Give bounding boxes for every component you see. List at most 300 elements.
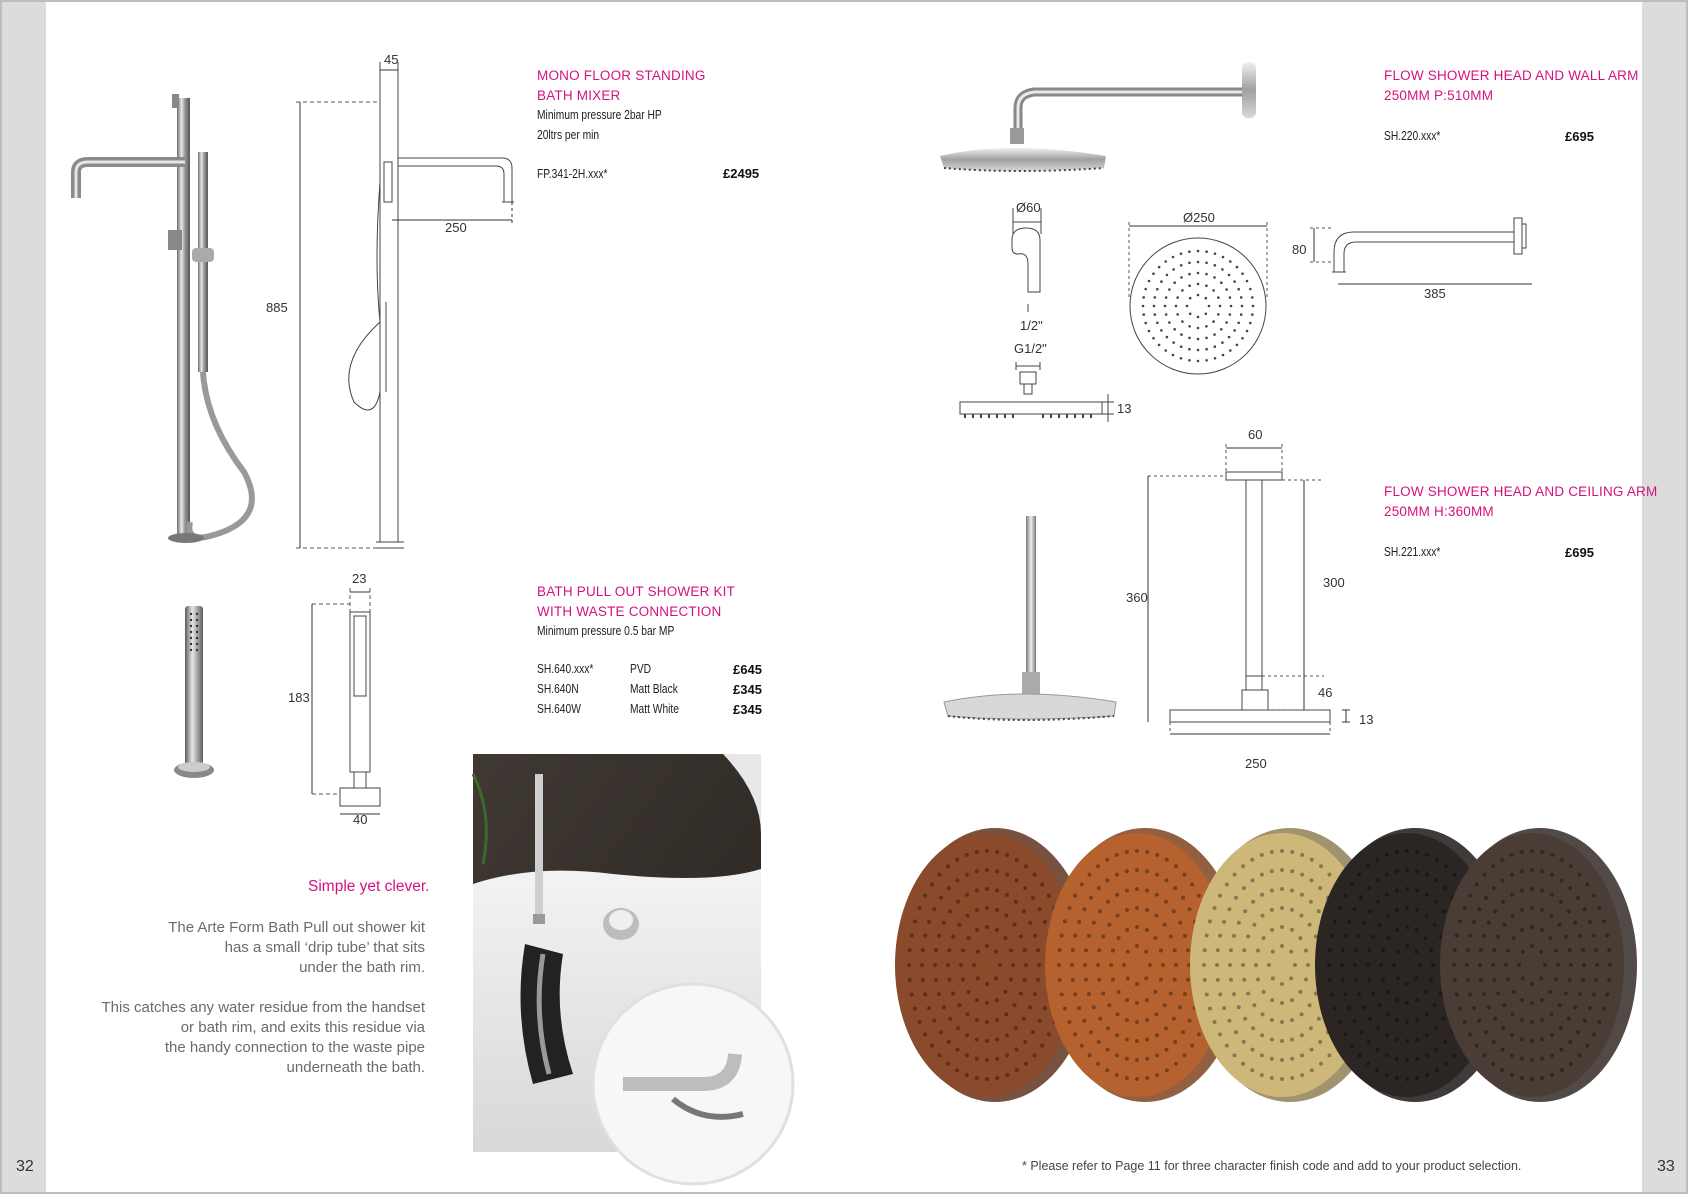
nozzle-dot (1152, 272, 1155, 275)
finish-nozzle (1395, 850, 1399, 854)
finish-nozzle (995, 869, 999, 873)
finish-nozzle (1395, 889, 1399, 893)
nozzle-dot (1197, 261, 1200, 264)
finish-nozzle (1111, 949, 1115, 953)
nozzle-dot (1246, 280, 1249, 283)
mixer-title-line2: BATH MIXER (537, 88, 621, 103)
finish-nozzle (1352, 907, 1356, 911)
finish-nozzle (995, 889, 999, 893)
nozzle-dot (1214, 252, 1217, 255)
finish-nozzle (1280, 944, 1284, 948)
ceiling-title-line2: 250MM H:360MM (1384, 504, 1494, 519)
finish-nozzle (1145, 850, 1149, 854)
finish-nozzle (1300, 1012, 1304, 1016)
finish-nozzle (975, 928, 979, 932)
finish-nozzle (1228, 963, 1232, 967)
finish-nozzle (1605, 993, 1609, 997)
finish-nozzle (956, 878, 960, 882)
finish-nozzle (1588, 1006, 1592, 1010)
finish-nozzle (921, 978, 925, 982)
finish-nozzle (1588, 920, 1592, 924)
finish-nozzle (1155, 893, 1159, 897)
finish-nozzle (985, 906, 989, 910)
finish-nozzle (1232, 934, 1236, 938)
finish-nozzle (1367, 948, 1371, 952)
finish-nozzle (1434, 900, 1438, 904)
kit-dim-top: 23 (352, 571, 367, 586)
finish-nozzle (1385, 893, 1389, 897)
finish-nozzle (1352, 1019, 1356, 1023)
finish-nozzle (1395, 908, 1399, 912)
finish-nozzle (1576, 1030, 1580, 1034)
finish-nozzle (1165, 1048, 1169, 1052)
finish-nozzle (1576, 896, 1580, 900)
finish-nozzle (1598, 1020, 1602, 1024)
finish-nozzle (965, 853, 969, 857)
nozzle-dot (1164, 260, 1167, 263)
finish-nozzle (965, 1053, 969, 1057)
finish-nozzle (1290, 1076, 1294, 1080)
finish-nozzle (939, 896, 943, 900)
finish-nozzle (1569, 864, 1573, 868)
finish-nozzle (1068, 906, 1072, 910)
finish-nozzle (1405, 1020, 1409, 1024)
finish-nozzle (1058, 978, 1062, 982)
nozzle-dot (1205, 262, 1208, 265)
nozzle-dot (1246, 330, 1249, 333)
finish-nozzle (1186, 948, 1190, 952)
finish-nozzle (1581, 948, 1585, 952)
nozzle-dot (1205, 359, 1208, 362)
nozzle-dot (1181, 289, 1184, 292)
mixer-dim-height: 885 (266, 300, 288, 315)
finish-nozzle (1558, 1003, 1562, 1007)
finish-nozzle (1510, 1033, 1514, 1037)
nozzle-dot (1180, 333, 1183, 336)
finish-nozzle (1435, 1068, 1439, 1072)
finish-nozzle (1415, 1076, 1419, 1080)
finish-nozzle (1218, 934, 1222, 938)
nozzle-dot (1205, 313, 1208, 316)
finish-nozzle (1246, 935, 1250, 939)
finish-nozzle (1539, 950, 1543, 954)
finish-nozzle (1581, 978, 1585, 982)
finish-nozzle (1033, 873, 1037, 877)
finish-nozzle (1190, 1044, 1194, 1048)
finish-nozzle (1280, 1058, 1284, 1062)
finish-nozzle (1242, 978, 1246, 982)
finish-nozzle (1300, 853, 1304, 857)
finish-nozzle (1003, 990, 1007, 994)
finish-nozzle (1560, 1068, 1564, 1072)
finish-nozzle (1392, 963, 1396, 967)
finish-nozzle (1005, 1053, 1009, 1057)
finish-nozzle (1125, 1018, 1129, 1022)
finish-nozzle (1300, 914, 1304, 918)
finish-nozzle (1310, 878, 1314, 882)
finish-nozzle (1567, 1017, 1571, 1021)
finish-nozzle (1144, 976, 1148, 980)
finish-nozzle (1520, 1018, 1524, 1022)
finish-nozzle (1358, 1053, 1362, 1057)
finish-nozzle (1300, 873, 1304, 877)
mixer-spec-pressure: Minimum pressure 2bar HP (537, 108, 662, 122)
finish-nozzle (1405, 887, 1409, 891)
finish-nozzle (1135, 1077, 1139, 1081)
finish-nozzle (1578, 873, 1582, 877)
finish-nozzle (1233, 1053, 1237, 1057)
finish-nozzle (1309, 1026, 1313, 1030)
finish-nozzle (1229, 948, 1233, 952)
finish-nozzle (1111, 978, 1115, 982)
nozzle-dot (1181, 320, 1184, 323)
finish-nozzle (1530, 982, 1534, 986)
hand-shower-icon (172, 604, 218, 784)
finish-nozzle (1310, 858, 1314, 862)
finish-nozzle (1501, 878, 1505, 882)
finish-nozzle (1188, 907, 1192, 911)
nozzle-dot (1164, 305, 1167, 308)
finish-nozzle (1243, 1017, 1247, 1021)
finish-nozzle (1466, 978, 1470, 982)
finish-nozzle (1521, 976, 1525, 980)
finish-nozzle (1218, 894, 1222, 898)
finish-nozzle (951, 935, 955, 939)
finish-nozzle (1386, 1012, 1390, 1016)
finish-nozzle (1057, 963, 1061, 967)
finish-nozzle (985, 868, 989, 872)
nozzle-dot (1197, 316, 1200, 319)
nozzle-dot (1205, 284, 1208, 287)
wall-dim-drop: 80 (1292, 242, 1307, 257)
nozzle-dot (1160, 329, 1163, 332)
finish-nozzle (1070, 963, 1074, 967)
ceiling-shower-head-icon (940, 514, 1120, 724)
finish-nozzle (985, 1039, 989, 1043)
finish-nozzle (1145, 998, 1149, 1002)
finish-nozzle (1550, 1012, 1554, 1016)
finish-nozzle (1190, 882, 1194, 886)
finish-nozzle (1005, 1033, 1009, 1037)
finish-nozzle (1568, 948, 1572, 952)
finish-nozzle (1415, 908, 1419, 912)
nozzle-dot (1188, 262, 1191, 265)
finish-nozzle (1386, 914, 1390, 918)
finish-nozzle (1115, 1053, 1119, 1057)
finish-nozzle (1040, 882, 1044, 886)
nozzle-dot (1212, 289, 1215, 292)
nozzle-dot (1156, 322, 1159, 325)
finish-nozzle (1183, 992, 1187, 996)
finish-nozzle (1435, 858, 1439, 862)
nozzle-dot (1240, 313, 1243, 316)
finish-nozzle (1444, 1062, 1448, 1066)
nozzle-dot (1221, 268, 1224, 271)
finish-nozzle (1443, 886, 1447, 890)
finish-nozzle (1115, 853, 1119, 857)
finish-nozzle (908, 978, 912, 982)
finish-nozzle (1023, 1040, 1027, 1044)
finish-nozzle (1362, 921, 1366, 925)
finish-nozzle (1415, 1038, 1419, 1042)
ceiling-dim-flange: 60 (1248, 427, 1263, 442)
finish-nozzle (1097, 948, 1101, 952)
finish-nozzle (1290, 1057, 1294, 1061)
finish-nozzle (1540, 850, 1544, 854)
finish-nozzle (913, 1007, 917, 1011)
finish-nozzle (1037, 963, 1041, 967)
finish-nozzle (1172, 909, 1176, 913)
finish-nozzle (1353, 963, 1357, 967)
nozzle-dot (1251, 313, 1254, 316)
kit-row-finish: Matt White (630, 702, 679, 716)
finish-nozzle (1047, 1032, 1051, 1036)
shower-head-icon (938, 58, 1258, 178)
finish-nozzle (1087, 934, 1091, 938)
finish-nozzle (1385, 1073, 1389, 1077)
nozzle-dot (1144, 322, 1147, 325)
feature-paragraph-2 (60, 998, 425, 1078)
finish-nozzle (1444, 864, 1448, 868)
finish-nozzle (1106, 900, 1110, 904)
finish-nozzle (1116, 1012, 1120, 1016)
finish-nozzle (1105, 858, 1109, 862)
finish-nozzle (1270, 869, 1274, 873)
finish-nozzle (1423, 990, 1427, 994)
finish-nozzle (1125, 928, 1129, 932)
finish-nozzle (1205, 993, 1209, 997)
finish-nozzle (947, 1040, 951, 1044)
finish-nozzle (1038, 907, 1042, 911)
nozzle-dot (1175, 305, 1178, 308)
finish-nozzle (1125, 908, 1129, 912)
finish-swatches (890, 820, 1630, 1110)
nozzle-dot (1236, 266, 1239, 269)
finish-nozzle (1395, 1057, 1399, 1061)
finish-nozzle (985, 1001, 989, 1005)
wall-title-line2: 250MM P:510MM (1384, 88, 1494, 103)
nozzle-dot (1197, 338, 1200, 341)
finish-nozzle (1270, 850, 1274, 854)
finish-nozzle (975, 1057, 979, 1061)
finish-nozzle (1385, 1033, 1389, 1037)
finish-nozzle (1019, 992, 1023, 996)
finish-nozzle (1250, 1068, 1254, 1072)
page-number-right: 33 (1657, 1158, 1675, 1175)
finish-nozzle (1338, 1020, 1342, 1024)
finish-nozzle (930, 882, 934, 886)
finish-nozzle (1487, 921, 1491, 925)
finish-nozzle (1197, 894, 1201, 898)
finish-nozzle (1520, 998, 1524, 1002)
finish-nozzle (1501, 900, 1505, 904)
finish-nozzle (938, 1053, 942, 1057)
finish-nozzle (1125, 998, 1129, 1002)
kit-title-line1: BATH PULL OUT SHOWER KIT (537, 584, 736, 599)
nozzle-dot (1142, 296, 1145, 299)
finish-nozzle (1173, 948, 1177, 952)
finish-nozzle (1084, 948, 1088, 952)
finish-nozzle (1290, 1038, 1294, 1042)
finish-nozzle (1395, 998, 1399, 1002)
finish-nozzle (1482, 934, 1486, 938)
finish-nozzle (1289, 950, 1293, 954)
finish-nozzle (1500, 1068, 1504, 1072)
finish-nozzle (1300, 893, 1304, 897)
finish-nozzle (1548, 936, 1552, 940)
nozzle-dot (1173, 281, 1176, 284)
nozzle-dot (1208, 305, 1211, 308)
finish-nozzle (1125, 1076, 1129, 1080)
finish-nozzle (1556, 963, 1560, 967)
finish-nozzle (1343, 894, 1347, 898)
finish-nozzle (1304, 949, 1308, 953)
finish-nozzle (947, 948, 951, 952)
finish-nozzle (1225, 882, 1229, 886)
finish-nozzle (975, 1076, 979, 1080)
finish-nozzle (1560, 878, 1564, 882)
finish-nozzle (1381, 949, 1385, 953)
finish-nozzle (946, 1062, 950, 1066)
finish-nozzle (1183, 1053, 1187, 1057)
finish-nozzle (1367, 978, 1371, 982)
finish-nozzle (1477, 907, 1481, 911)
finish-nozzle (1135, 1001, 1139, 1005)
mixer-dim-spout: 250 (445, 220, 467, 235)
finish-nozzle (1145, 908, 1149, 912)
finish-nozzle (1405, 944, 1409, 948)
finish-nozzle (1015, 858, 1019, 862)
finish-nozzle (1033, 992, 1037, 996)
finish-nozzle (1343, 934, 1347, 938)
finish-nozzle (1520, 928, 1524, 932)
nozzle-dot (1222, 256, 1225, 259)
nozzle-dot (1197, 283, 1200, 286)
finish-nozzle (1595, 963, 1599, 967)
finish-nozzle (975, 869, 979, 873)
finish-nozzle (1550, 853, 1554, 857)
finish-nozzle (1148, 963, 1152, 967)
finish-nozzle (1582, 963, 1586, 967)
nozzle-dot (1249, 322, 1252, 325)
ceiling-code: SH.221.xxx* (1384, 545, 1441, 559)
feature-tagline: Simple yet clever. (308, 878, 430, 895)
finish-nozzle (967, 990, 971, 994)
finish-nozzle (1242, 886, 1246, 890)
finish-nozzle (1218, 992, 1222, 996)
finish-nozzle (933, 963, 937, 967)
finish-nozzle (1250, 858, 1254, 862)
finish-nozzle (1453, 978, 1457, 982)
kit-row-price: £345 (733, 682, 762, 697)
finish-nozzle (1511, 1012, 1515, 1016)
feature-line: under the bath rim. (299, 959, 425, 976)
finish-nozzle (1197, 1032, 1201, 1036)
nozzle-dot (1241, 305, 1244, 308)
finish-nozzle (1368, 909, 1372, 913)
finish-nozzle (1425, 1053, 1429, 1057)
finish-nozzle (932, 1019, 936, 1023)
finish-nozzle (1395, 1038, 1399, 1042)
finish-nozzle (966, 1012, 970, 1016)
finish-nozzle (1003, 936, 1007, 940)
nozzle-dot (1252, 305, 1255, 308)
finish-nozzle (957, 923, 961, 927)
finish-nozzle (1135, 887, 1139, 891)
feature-line: has a small ‘drip tube’ that sits (224, 939, 425, 956)
finish-nozzle (1280, 982, 1284, 986)
finish-nozzle (1376, 900, 1380, 904)
finish-nozzle (1135, 906, 1139, 910)
nozzle-dot (1229, 296, 1232, 299)
finish-nozzle (985, 1077, 989, 1081)
finish-nozzle (1453, 948, 1457, 952)
kit-row-price: £645 (733, 662, 762, 677)
finish-nozzle (1578, 1053, 1582, 1057)
nozzle-dot (1188, 284, 1191, 287)
finish-nozzle (948, 1017, 952, 1021)
finish-nozzle (1225, 1044, 1229, 1048)
nozzle-dot (1229, 349, 1232, 352)
finish-nozzle (1155, 873, 1159, 877)
finish-nozzle (1385, 853, 1389, 857)
finish-nozzle (1539, 976, 1543, 980)
finish-nozzle (1155, 914, 1159, 918)
finish-nozzle (1396, 950, 1400, 954)
finish-nozzle (956, 1026, 960, 1030)
finish-nozzle (1183, 934, 1187, 938)
finish-nozzle (1105, 1068, 1109, 1072)
finish-nozzle (1540, 908, 1544, 912)
finish-nozzle (1169, 992, 1173, 996)
finish-nozzle (1431, 963, 1435, 967)
finish-nozzle (1270, 998, 1274, 1002)
finish-nozzle (1343, 1032, 1347, 1036)
finish-nozzle (1443, 1040, 1447, 1044)
finish-nozzle (1559, 900, 1563, 904)
finish-nozzle (1592, 1032, 1596, 1036)
finish-nozzle (1395, 869, 1399, 873)
finish-nozzle (1354, 978, 1358, 982)
finish-nozzle (1270, 1018, 1274, 1022)
finish-nozzle (1463, 906, 1467, 910)
finish-nozzle (1357, 992, 1361, 996)
finish-nozzle (1092, 1005, 1096, 1009)
nozzle-dot (1188, 337, 1191, 340)
finish-nozzle (1376, 1026, 1380, 1030)
mixer-code: FP.341-2H.xxx* (537, 167, 608, 181)
finish-nozzle (975, 908, 979, 912)
finish-nozzle (1520, 850, 1524, 854)
finish-nozzle (1260, 893, 1264, 897)
finish-nozzle (1583, 1019, 1587, 1023)
finish-nozzle (1222, 1006, 1226, 1010)
finish-nozzle (1135, 868, 1139, 872)
finish-nozzle (1367, 1040, 1371, 1044)
finish-nozzle (1227, 1019, 1231, 1023)
wall-head-face-drawing (1128, 222, 1268, 372)
finish-nozzle (1429, 978, 1433, 982)
nozzle-dot (1251, 296, 1254, 299)
finish-nozzle (1560, 1048, 1564, 1052)
finish-nozzle (1530, 849, 1534, 853)
finish-nozzle (1594, 978, 1598, 982)
finish-nozzle (927, 1006, 931, 1010)
finish-nozzle (1298, 936, 1302, 940)
finish-nozzle (1512, 990, 1516, 994)
finish-nozzle (1106, 1048, 1110, 1052)
finish-nozzle (975, 998, 979, 1002)
